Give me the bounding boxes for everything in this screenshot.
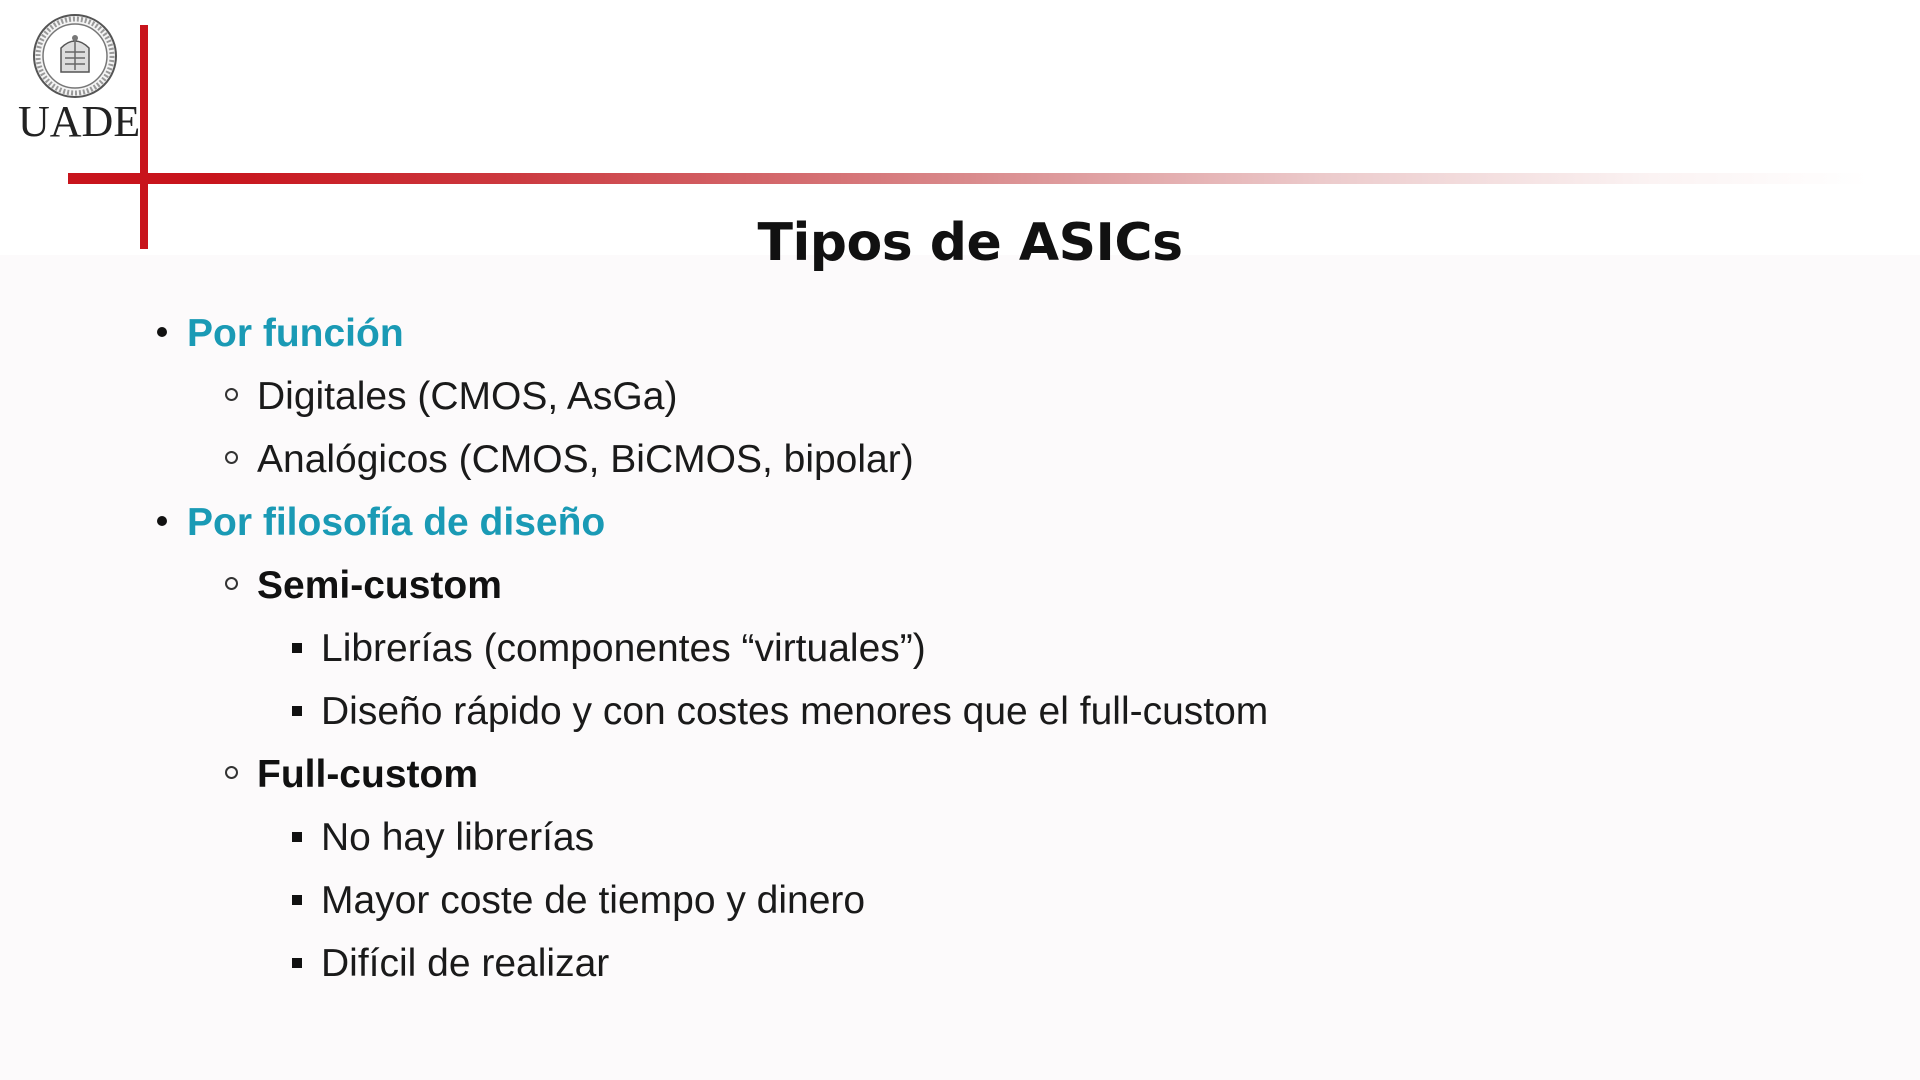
logo-text: UADE <box>18 97 141 146</box>
square-bullet-icon <box>292 706 302 716</box>
disc-bullet-icon <box>157 516 167 526</box>
circle-bullet-icon <box>225 388 238 401</box>
list-item-text: Por función <box>187 311 404 355</box>
list-item-level-3 <box>292 680 1268 740</box>
list-item-level-3 <box>292 806 594 866</box>
circle-bullet-icon <box>225 766 238 779</box>
list-item-text: Semi-custom <box>257 563 502 607</box>
list-item-level-3 <box>292 869 865 929</box>
list-item-level-1 <box>157 491 605 551</box>
list-item-level-3 <box>292 932 609 992</box>
list-item-text: Por filosofía de diseño <box>187 500 606 544</box>
list-item-text: No hay librerías <box>321 815 595 859</box>
square-bullet-icon <box>292 643 302 653</box>
list-item-text: Diseño rápido y con costes menores que el full-custom <box>321 689 1269 733</box>
square-bullet-icon <box>292 895 302 905</box>
list-item-level-2 <box>225 365 677 425</box>
disc-bullet-icon <box>157 327 167 337</box>
square-bullet-icon <box>292 958 302 968</box>
list-item-level-1 <box>157 302 404 362</box>
list-item-text: Difícil de realizar <box>321 941 610 985</box>
university-seal-icon <box>31 12 119 100</box>
list-item-level-3 <box>292 617 926 677</box>
list-item-text: Analógicos (CMOS, BiCMOS, bipolar) <box>257 437 914 481</box>
horizontal-accent-line <box>68 173 1868 184</box>
list-item-text: Librerías (componentes “virtuales”) <box>321 626 926 670</box>
list-item-text: Digitales (CMOS, AsGa) <box>257 374 678 418</box>
circle-bullet-icon <box>225 577 238 590</box>
square-bullet-icon <box>292 832 302 842</box>
circle-bullet-icon <box>225 451 238 464</box>
slide-title: Tipos de ASICs <box>757 213 1183 273</box>
list-item-level-2 <box>225 428 914 488</box>
list-item-level-2 <box>225 743 478 803</box>
uade-logo <box>14 8 141 148</box>
list-item-text: Mayor coste de tiempo y dinero <box>321 878 866 922</box>
list-item-text: Full-custom <box>257 752 478 796</box>
list-item-level-2 <box>225 554 502 614</box>
